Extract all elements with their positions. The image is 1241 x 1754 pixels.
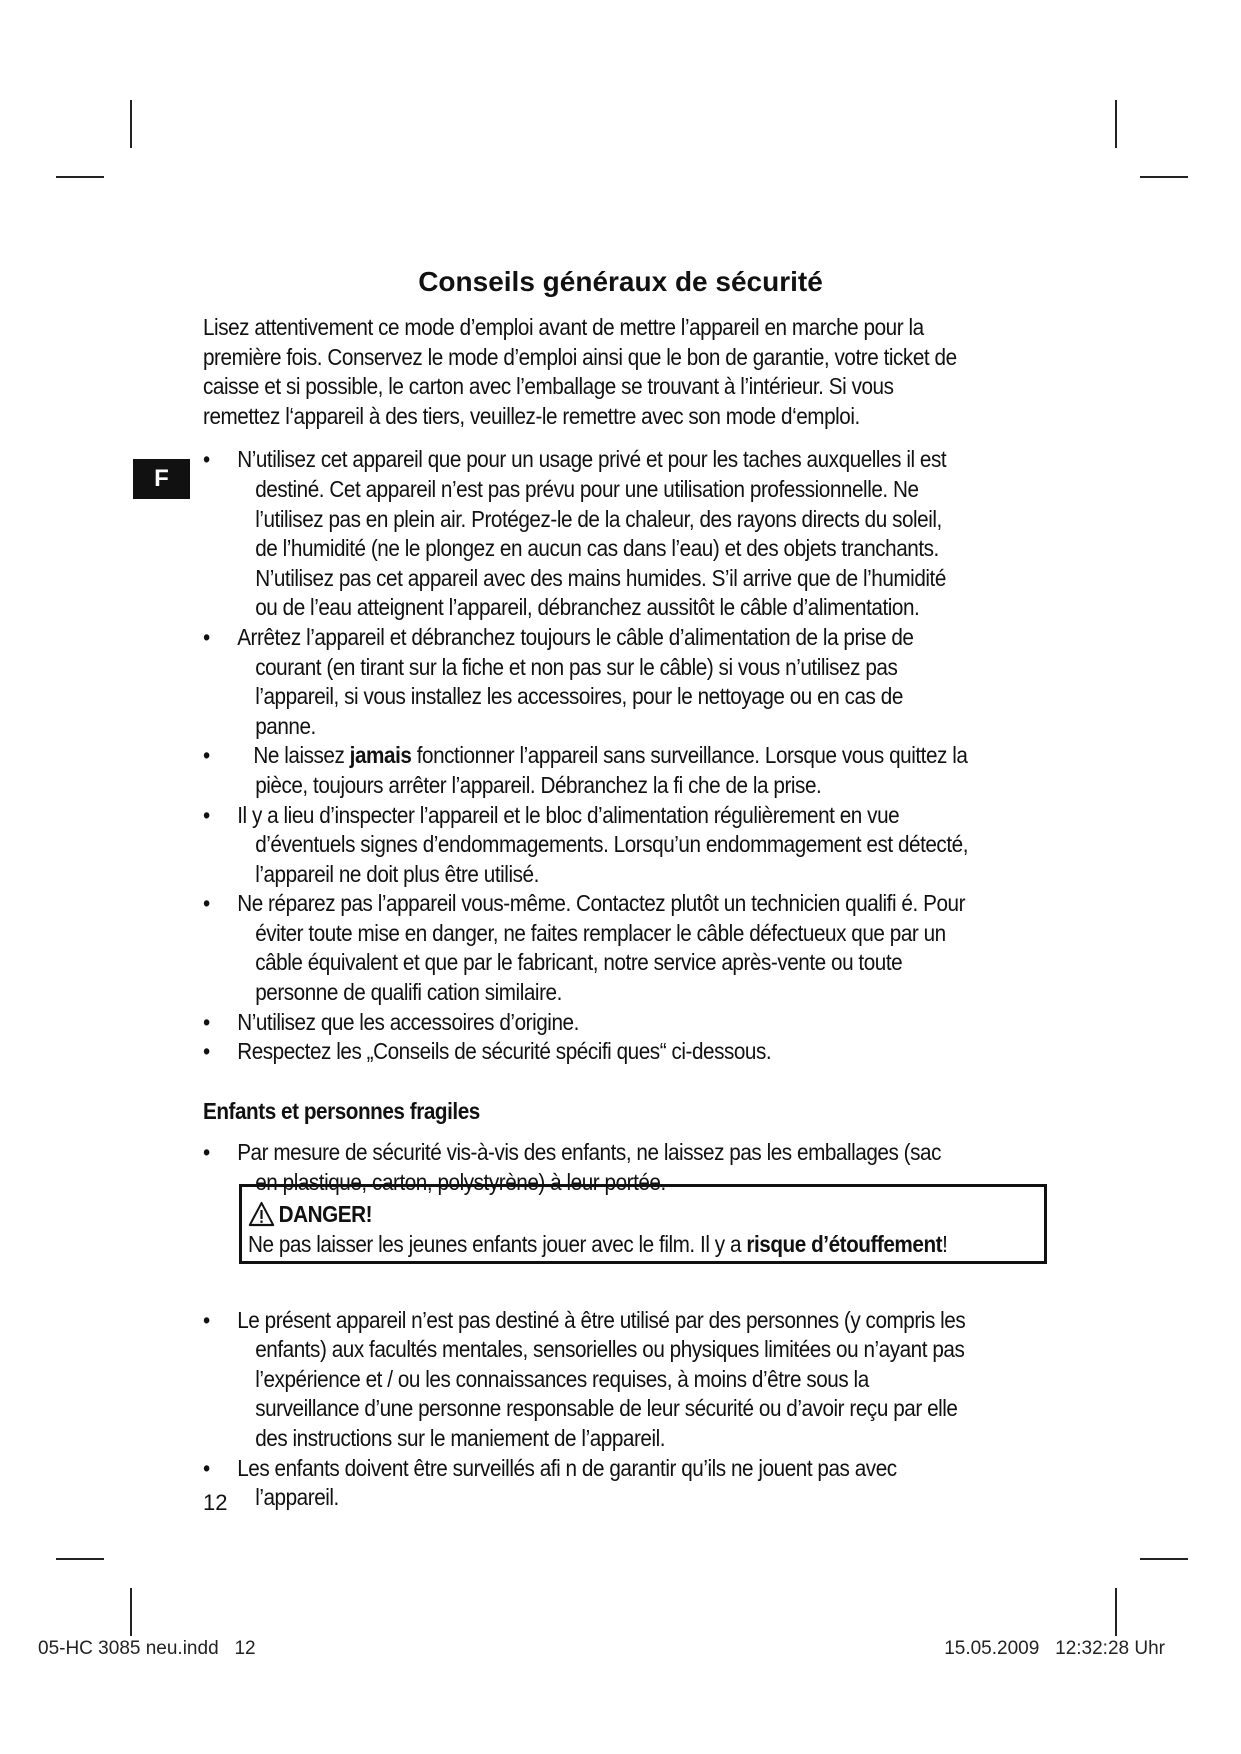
danger-text: Ne pas laisser les jeunes enfants jouer avec le film. Il y a risque d’étouffement! bbox=[248, 1231, 948, 1257]
intro-paragraph: Lisez attentivement ce mode d’emploi avant de mettre l’appareil en marche pour la première fois. Conservez le mode d’emploi ainsi que le bon de garantie, votre ticket de caisse et si possible, le carton avec l’emballage se trouvant à l’intérieur. Si vous remettez l‘appareil à des tiers, veuillez-le remettre avec son mode d‘emploi. bbox=[203, 314, 957, 429]
page-number: 12 bbox=[203, 1490, 228, 1515]
danger-box bbox=[239, 1184, 1047, 1264]
danger-content bbox=[248, 1199, 947, 1259]
list-item: • Respectez les „Conseils de sécurité spécifi ques“ ci-dessous. bbox=[203, 1038, 772, 1065]
children-list-b bbox=[203, 1306, 968, 1513]
crop-mark bbox=[1115, 1588, 1117, 1636]
footer-file-info: 05-HC 3085 neu.indd 12 bbox=[38, 1638, 256, 1659]
footer-timestamp: 15.05.2009 12:32:28 Uhr bbox=[944, 1638, 1165, 1659]
list-item: • N’utilisez que les accessoires d’origine. bbox=[203, 1008, 579, 1035]
danger-heading bbox=[248, 1199, 947, 1229]
list-item: • Les enfants doivent être surveillés afi n de garantir qu’ils ne jouent pas avec l’appareil. bbox=[203, 1454, 897, 1511]
crop-mark bbox=[130, 1588, 132, 1636]
danger-emphasis: risque d’étouffement bbox=[746, 1231, 943, 1257]
crop-mark bbox=[130, 100, 132, 148]
list-item: • Par mesure de sécurité vis-à-vis des enfants, ne laissez pas les emballages (sac en plastique, carton, polystyrène) à leur portée. bbox=[203, 1139, 941, 1196]
crop-mark bbox=[1140, 1558, 1188, 1560]
crop-mark bbox=[56, 176, 104, 178]
list-item: • N’utilisez cet appareil que pour un usage privé et pour les taches auxquelles il est destiné. Cet appareil n’est pas prévu pour une utilisation professionnelle. Ne l’utilisez pas en plein air. Protégez-le de la chaleur, des rayons directs du soleil, de l’humidité (ne le plongez en aucun cas dans l’eau) et des objets tranchants. N’utilisez pas cet appareil avec des mains humides. S’il arrive que de l’humidité ou de l’eau atteignent l’appareil, débranchez aussitôt le câble d’alimentation. bbox=[203, 446, 947, 621]
document-body bbox=[203, 313, 968, 1513]
emphasis: jamais bbox=[349, 742, 412, 769]
section-heading: Enfants et personnes fragiles bbox=[203, 1097, 480, 1124]
list-item: • Il y a lieu d’inspecter l’appareil et le bloc d’alimentation régulièrement en vue d’éventuels signes d’endommagements. Lorsqu’un endommagement est détecté, l’appareil ne doit plus être utilisé. bbox=[203, 801, 968, 887]
safety-list bbox=[203, 445, 968, 1066]
list-item: • Ne laissez jamais fonctionner l’appareil sans surveillance. Lorsque vous quittez la pièce, toujours arrêter l’appareil. Débranchez la fi che de la prise. bbox=[203, 742, 968, 798]
list-item: • Arrêtez l’appareil et débranchez toujours le câble d’alimentation de la prise de courant (en tirant sur la fiche et non pas sur le câble) si vous n’utilisez pas l’appareil, si vous installez les accessoires, pour le nettoyage ou en cas de panne. bbox=[203, 623, 914, 739]
language-tab: F bbox=[133, 459, 190, 499]
list-item: • Le présent appareil n’est pas destiné à être utilisé par des personnes (y compris les enfants) aux facultés mentales, sensorielles ou physiques limitées ou n’ayant pas l’expérience et / ou les connaissances requises, à moins d’être sous la surveillance d’une personne responsable de leur sécurité ou d’avoir reçu par elle des instructions sur le maniement de l’appareil. bbox=[203, 1306, 966, 1451]
crop-mark bbox=[1115, 100, 1117, 148]
warning-icon bbox=[248, 1201, 275, 1227]
crop-mark bbox=[1140, 176, 1188, 178]
page-title: Conseils généraux de sécurité bbox=[418, 266, 823, 297]
danger-label: DANGER! bbox=[278, 1201, 373, 1227]
crop-mark bbox=[56, 1558, 104, 1560]
list-item: • Ne réparez pas l’appareil vous-même. Contactez plutôt un technicien qualifi é. Pour éviter toute mise en danger, ne faites remplacer le câble défectueux que par un câble équivalent et que par le fabricant, notre service après-vente ou toute personne de qualifi cation similaire. bbox=[203, 890, 966, 1006]
